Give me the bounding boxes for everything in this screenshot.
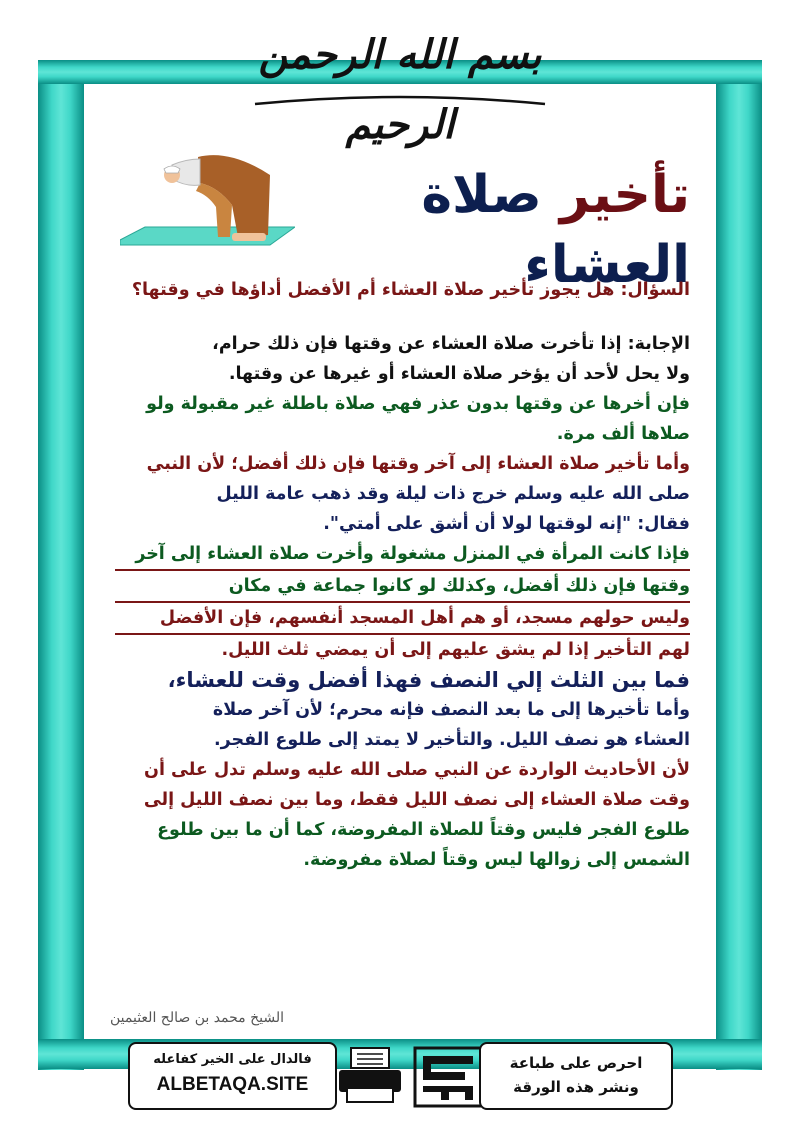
prayer-figure-illustration <box>120 145 295 255</box>
printer-icon <box>333 1042 408 1108</box>
footer-slogan: فالدال على الخير كفاعله <box>153 1052 312 1067</box>
text-line: العشاء هو نصف الليل. والتأخير لا يمتد إلى طلوع الفجر. <box>213 730 690 750</box>
text-line: فإذا كانت المرأة في المنزل مشغولة وأخرت صلاة العشاء إلى آخر <box>115 539 690 571</box>
text-line: ولا يحل لأحد أن يؤخر صلاة العشاء أو غيرها عن وقتها. <box>228 364 690 384</box>
frame-left-bar <box>38 60 84 1070</box>
kufic-logo <box>413 1046 483 1108</box>
text-line: طلوع الفجر فليس وقتاً للصلاة المفروضة، كما أن ما بين طلوع <box>157 820 690 840</box>
text-line: فقال: "إنه لوقتها لولا أن أشق على أمتي". <box>323 514 690 534</box>
basmala-swash <box>250 94 550 108</box>
paragraph-gap <box>115 305 690 329</box>
title-word-delay: تأخير <box>559 165 690 225</box>
text-line: وأما تأخيرها إلى ما بعد النصف فإنه محرم؛ لأن آخر صلاة <box>212 700 690 720</box>
highlight-line: فما بين الثلث إلي النصف فهذا أفضل وقت للعشاء، <box>167 668 690 692</box>
text-line: لأن الأحاديث الواردة عن النبي صلى الله عليه وسلم تدل على أن <box>144 760 690 780</box>
answer-line: الإجابة: إذا تأخرت صلاة العشاء عن وقتها فإن ذلك حرام، <box>212 334 690 354</box>
website-link[interactable]: ALBETAQA.SITE <box>156 1074 309 1095</box>
article-body <box>115 275 690 875</box>
basmala-calligraphy: بسم الله الرحمن الرحيم <box>258 31 542 148</box>
question-line: السؤال: هل يجوز تأخير صلاة العشاء أم الأفضل أداؤها في وقتها؟ <box>131 280 690 300</box>
title-word-isha: صلاة العشاء <box>421 165 690 295</box>
text-line: وقتها فإن ذلك أفضل، وكذلك لو كانوا جماعة في مكان <box>115 571 690 603</box>
frame-right-bar <box>716 60 762 1070</box>
print-reminder-line2: ونشر هذه الورقة <box>513 1078 639 1096</box>
text-line: وقت صلاة العشاء إلى نصف الليل فقط، وما بين نصف الليل إلى <box>143 790 690 810</box>
text-line: وليس حولهم مسجد، أو هم أهل المسجد أنفسهم، فإن الأفضل <box>115 603 690 635</box>
text-line: وأما تأخير صلاة العشاء إلى آخر وقتها فإن ذلك أفضل؛ لأن النبي <box>146 454 690 474</box>
text-line: لهم التأخير إذا لم يشق عليهم إلى أن يمضي ثلث الليل. <box>221 640 690 660</box>
text-line: صلاها ألف مرة. <box>556 424 690 444</box>
website-box <box>128 1042 337 1110</box>
print-reminder-box <box>479 1042 673 1110</box>
footer-banner <box>128 1042 673 1114</box>
print-reminder-line1: احرص على طباعة <box>509 1054 643 1072</box>
text-line: فإن أخرها عن وقتها بدون عذر فهي صلاة باطلة غير مقبولة ولو <box>146 394 690 414</box>
author-credit: الشيخ محمد بن صالح العثيمين <box>110 1010 285 1026</box>
text-line: صلى الله عليه وسلم خرج ذات ليلة وقد ذهب عامة الليل <box>216 484 690 504</box>
text-line: الشمس إلى زوالها ليس وقتاً لصلاة مفروضة. <box>303 850 690 870</box>
